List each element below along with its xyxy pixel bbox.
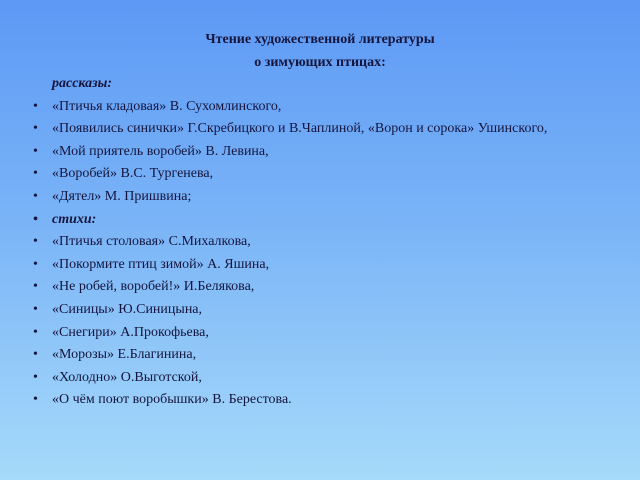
stories-heading: рассказы: [52, 76, 113, 91]
poem-item: • «Снегири» А.Прокофьева, [28, 324, 628, 341]
poem-item: • «Покормите птиц зимой» А. Яшина, [28, 256, 628, 273]
story-item: • «Мой приятель воробей» В. Левина, [28, 143, 628, 160]
story-item: • «Появились синички» Г.Скребицкого и В.Чаплиной, «Ворон и сорока» Ушинского, [28, 120, 628, 137]
story-item: • «Птичья кладовая» В. Сухомлинского, [28, 98, 628, 115]
poem-item: • «Холодно» О.Выготской, [28, 369, 628, 386]
poem-item: • «Синицы» Ю.Синицына, [28, 301, 628, 318]
poem-item: • «О чём поют воробышки» В. Берестова. [28, 391, 628, 408]
story-item: • «Воробей» В.С. Тургенева, [28, 165, 628, 182]
poem-item: • «Морозы» Е.Благинина, [28, 346, 628, 363]
poem-item: • «Птичья столовая» С.Михалкова, [28, 233, 628, 250]
poem-item: • «Не робей, воробей!» И.Белякова, [28, 278, 628, 295]
story-item: • «Дятел» М. Пришвина; [28, 188, 628, 205]
page-subtitle: о зимующих птицах: [254, 55, 386, 70]
page-title: Чтение художественной литературы [205, 32, 435, 47]
reading-list [28, 75, 628, 414]
poems-heading: • стихи: [28, 211, 628, 228]
